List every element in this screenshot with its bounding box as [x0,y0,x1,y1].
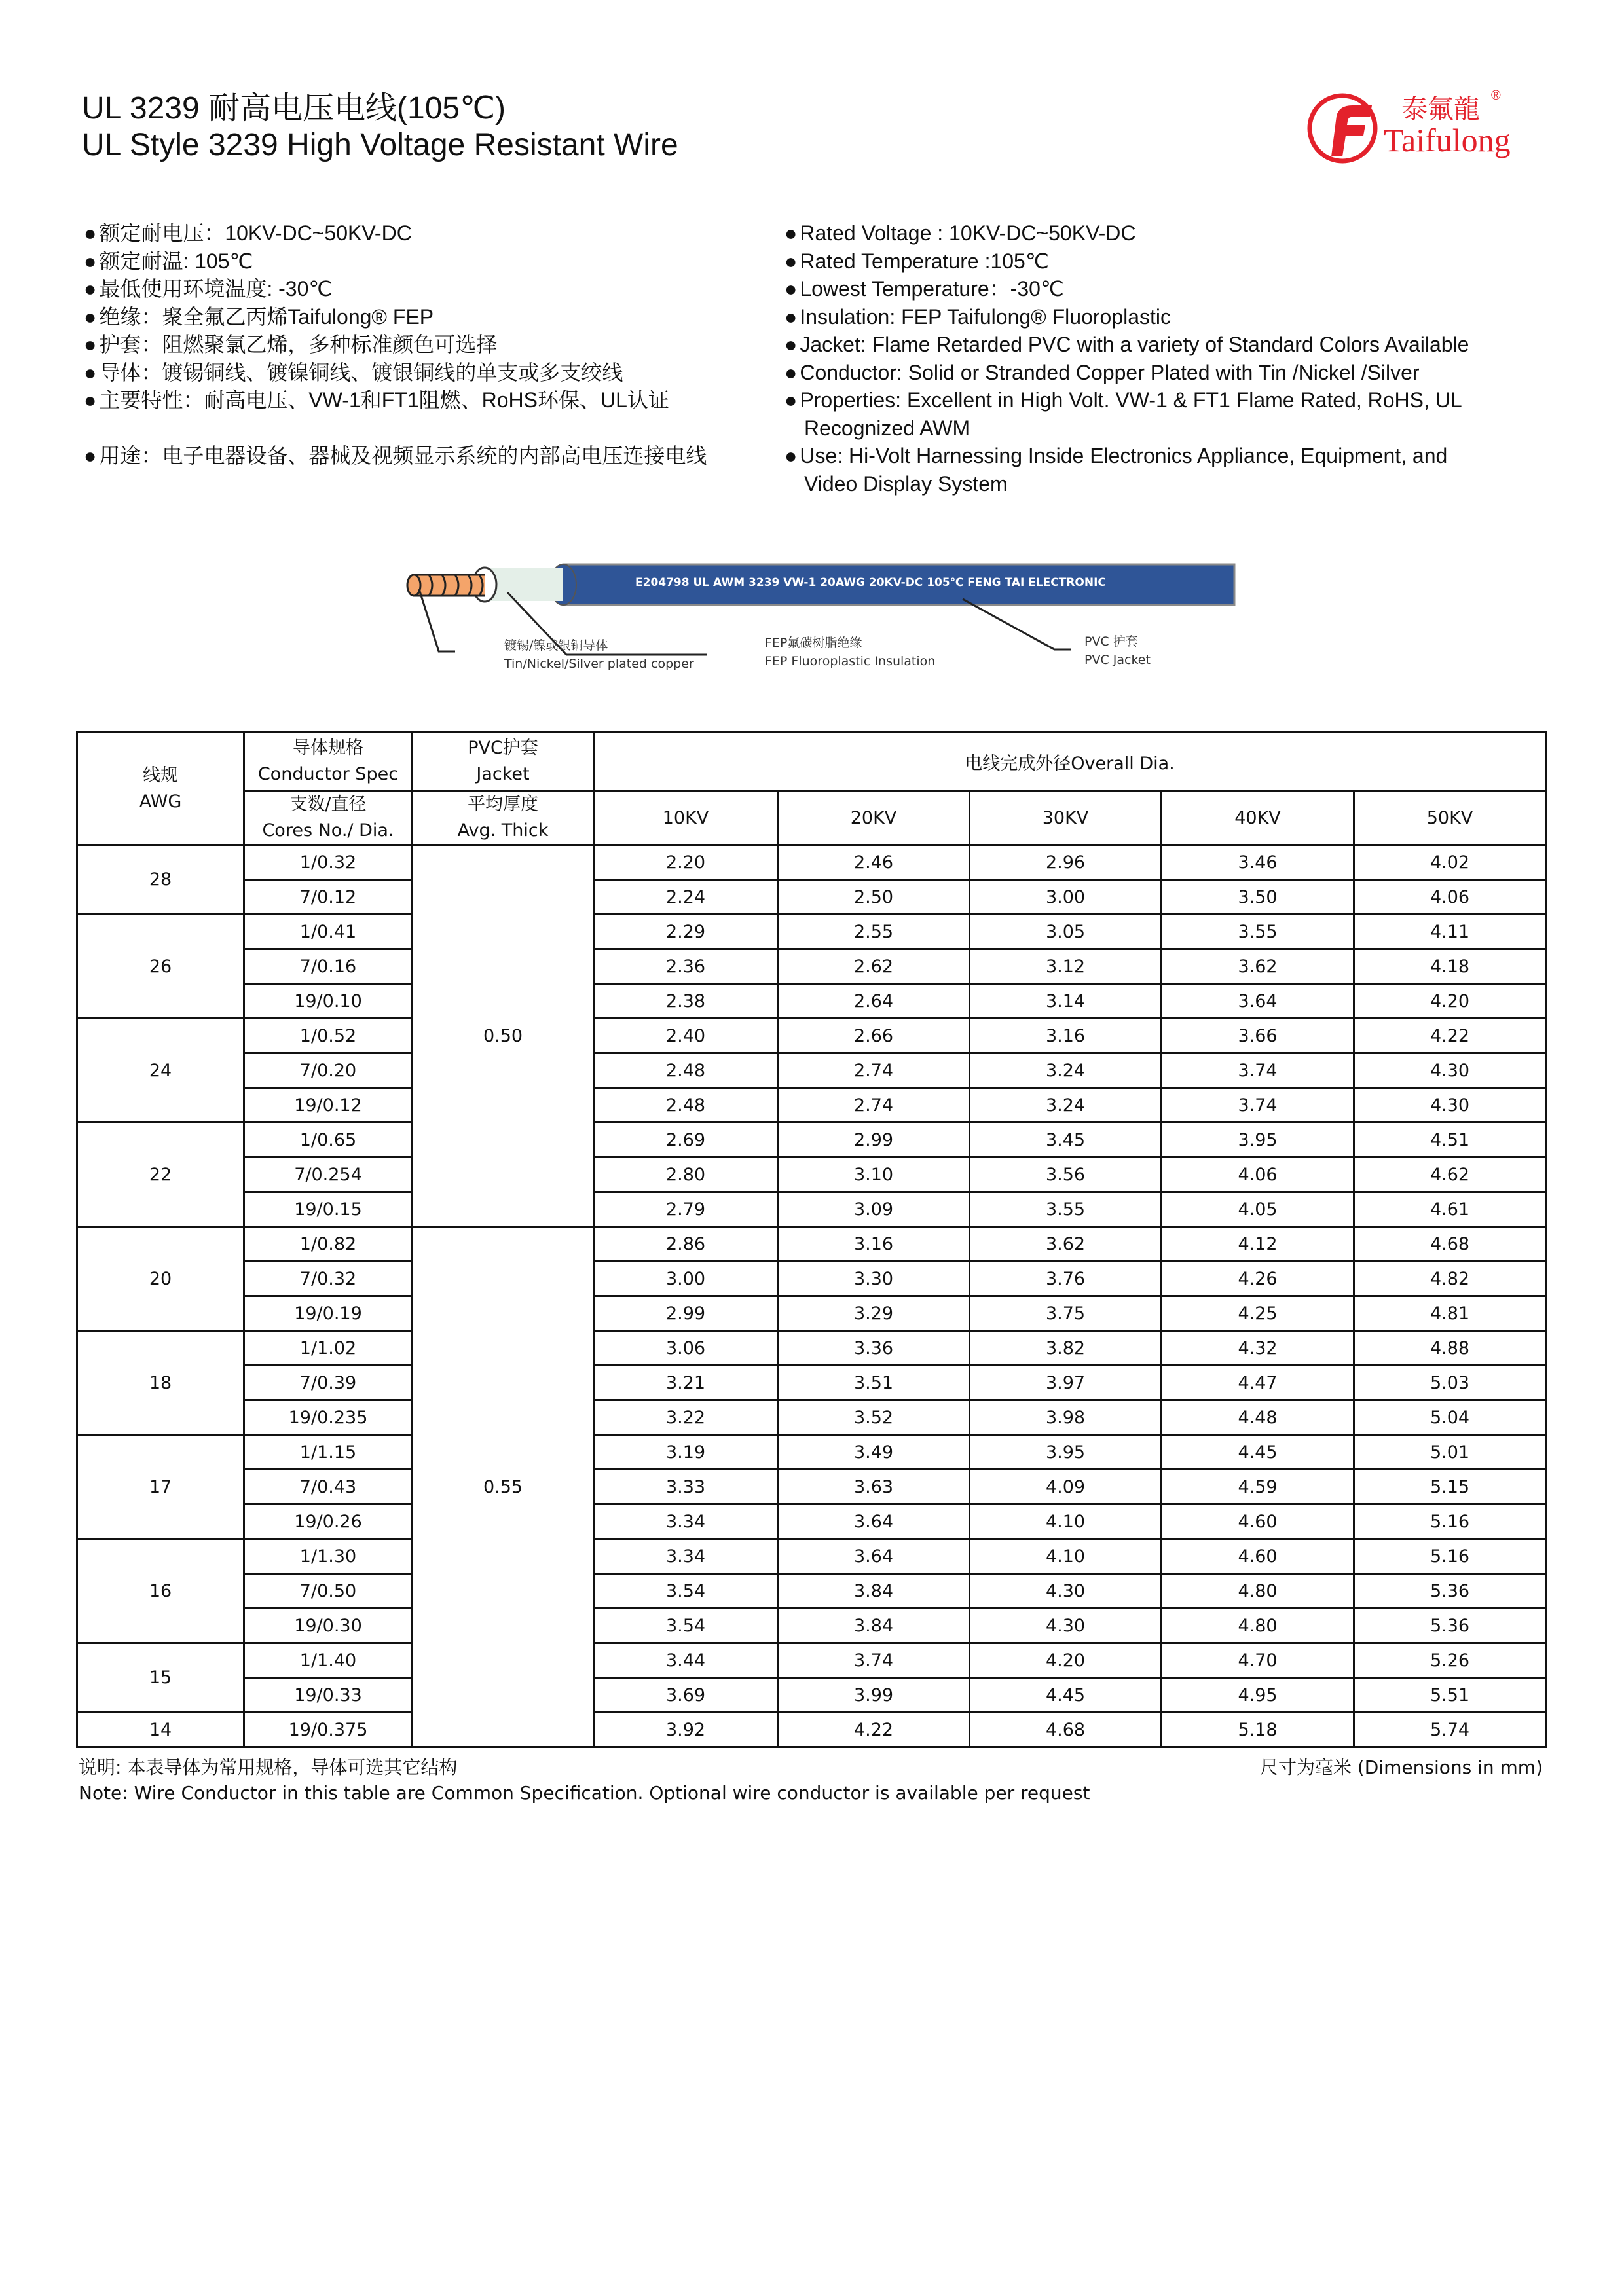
note-en: Note: Wire Conductor in this table are Common Specification. Optional wire conductor is available per request [79,1782,1090,1804]
overall-dia-cell: 3.10 [778,1157,970,1192]
overall-dia-cell: 3.45 [970,1123,1162,1157]
overall-dia-cell: 3.98 [970,1400,1162,1435]
overall-dia-cell: 3.24 [970,1088,1162,1123]
overall-dia-cell: 3.62 [1162,949,1354,984]
wire-diagram [399,556,1238,687]
overall-dia-cell: 4.10 [970,1539,1162,1574]
feature-cn: ● 导体：镀锡铜线、镀镍铜线、镀银铜线的单支或多支绞线 [84,359,707,387]
page-title-en: UL Style 3239 High Voltage Resistant Wire [82,128,678,162]
cores-dia-cell: 1/0.41 [244,915,413,949]
overall-dia-cell: 4.30 [1354,1053,1546,1088]
overall-dia-cell: 2.62 [778,949,970,984]
overall-dia-cell: 3.51 [778,1366,970,1400]
awg-cell: 15 [77,1643,244,1713]
awg-cell: 26 [77,915,244,1019]
feature-en: ● Properties: Excellent in High Volt. VW-1 & FT1 Flame Rated, RoHS, UL [784,386,1469,414]
overall-dia-cell: 4.18 [1354,949,1546,984]
table-row [77,1123,1546,1157]
overall-dia-cell: 3.95 [1162,1123,1354,1157]
overall-dia-cell: 4.88 [1354,1331,1546,1366]
jacket-label: PVC 护套 PVC Jacket [1084,634,1151,667]
overall-dia-cell: 4.05 [1162,1192,1354,1227]
header-overall-dia: 电线完成外径Overall Dia. [594,733,1546,791]
overall-dia-cell: 2.74 [778,1053,970,1088]
overall-dia-cell: 3.06 [594,1331,778,1366]
overall-dia-cell: 3.74 [1162,1088,1354,1123]
overall-dia-cell: 5.26 [1354,1643,1546,1678]
awg-cell: 16 [77,1539,244,1643]
overall-dia-cell: 4.26 [1162,1262,1354,1296]
header-cores-dia: 支数/直径 Cores No./ Dia. [244,791,413,845]
cores-dia-cell: 7/0.20 [244,1053,413,1088]
header-jacket: PVC护套 Jacket [413,733,594,791]
cores-dia-cell: 1/0.52 [244,1019,413,1053]
cores-dia-cell: 7/0.50 [244,1574,413,1609]
page-title-cn: UL 3239 耐高电压电线(105℃) [82,91,506,126]
overall-dia-cell: 2.69 [594,1123,778,1157]
feature-en: ● Use: Hi-Volt Harnessing Inside Electronics Appliance, Equipment, and [784,442,1469,470]
overall-dia-cell: 2.66 [778,1019,970,1053]
table-row [77,1539,1546,1574]
header-avg-thick: 平均厚度 Avg. Thick [413,791,594,845]
overall-dia-cell: 3.50 [1162,880,1354,915]
cores-dia-cell: 19/0.235 [244,1400,413,1435]
overall-dia-cell: 3.84 [778,1609,970,1643]
table-row [77,1227,1546,1262]
feature-cn: ● 主要特性：耐高电压、VW-1和FT1阻燃、RoHS环保、UL认证 [84,386,707,414]
table-row [77,1678,1546,1713]
overall-dia-cell: 4.02 [1354,845,1546,880]
overall-dia-cell: 4.61 [1354,1192,1546,1227]
overall-dia-cell: 3.36 [778,1331,970,1366]
table-row [77,984,1546,1019]
overall-dia-cell: 3.00 [970,880,1162,915]
overall-dia-cell: 5.74 [1354,1713,1546,1747]
logo-f-icon [1306,91,1378,166]
overall-dia-cell: 3.33 [594,1470,778,1504]
overall-dia-cell: 3.14 [970,984,1162,1019]
overall-dia-cell: 4.22 [778,1713,970,1747]
overall-dia-cell: 5.01 [1354,1435,1546,1470]
table-row [77,880,1546,915]
overall-dia-cell: 3.54 [594,1574,778,1609]
feature-cn: ● 护套：阻燃聚氯乙烯，多种标准颜色可选择 [84,331,707,359]
awg-cell: 20 [77,1227,244,1331]
table-row [77,1435,1546,1470]
feature-cn: ● 额定耐温: 105℃ [84,247,707,276]
overall-dia-cell: 2.99 [778,1123,970,1157]
taifulong-logo [1306,88,1522,167]
table-row [77,1331,1546,1366]
feature-en: ● Jacket: Flame Retarded PVC with a variety of Standard Colors Available [784,331,1469,359]
table-row [77,1088,1546,1123]
overall-dia-cell: 4.06 [1354,880,1546,915]
awg-cell: 22 [77,1123,244,1227]
overall-dia-cell: 4.68 [1354,1227,1546,1262]
overall-dia-cell: 2.36 [594,949,778,984]
wire-print-text: E204798 UL AWM 3239 VW-1 20AWG 20KV-DC 105℃ FENG TAI ELECTRONIC [635,576,1106,589]
overall-dia-cell: 5.04 [1354,1400,1546,1435]
cores-dia-cell: 19/0.30 [244,1609,413,1643]
conductor [413,575,485,596]
cores-dia-cell: 7/0.32 [244,1262,413,1296]
overall-dia-cell: 4.62 [1354,1157,1546,1192]
overall-dia-cell: 3.64 [1162,984,1354,1019]
overall-dia-cell: 2.48 [594,1088,778,1123]
overall-dia-cell: 3.55 [970,1192,1162,1227]
overall-dia-cell: 4.32 [1162,1331,1354,1366]
overall-dia-cell: 2.48 [594,1053,778,1088]
cores-dia-cell: 19/0.26 [244,1504,413,1539]
overall-dia-cell: 4.11 [1354,915,1546,949]
overall-dia-cell: 2.38 [594,984,778,1019]
overall-dia-cell: 5.16 [1354,1539,1546,1574]
table-row [77,1192,1546,1227]
overall-dia-cell: 2.40 [594,1019,778,1053]
overall-dia-cell: 4.12 [1162,1227,1354,1262]
table-row [77,1400,1546,1435]
overall-dia-cell: 2.79 [594,1192,778,1227]
feature-en: ● Rated Temperature :105℃ [784,247,1469,276]
overall-dia-cell: 3.30 [778,1262,970,1296]
cores-dia-cell: 19/0.10 [244,984,413,1019]
overall-dia-cell: 3.49 [778,1435,970,1470]
overall-dia-cell: 5.51 [1354,1678,1546,1713]
table-row [77,1157,1546,1192]
feature-cn: ● 额定耐电压：10KV-DC~50KV-DC [84,219,707,247]
note-units: 尺寸为毫米 (Dimensions in mm) [1259,1757,1543,1778]
feature-cn: ● 用途：电子电器设备、器械及视频显示系统的内部高电压连接电线 [84,442,707,470]
overall-dia-cell: 4.68 [970,1713,1162,1747]
cores-dia-cell: 7/0.12 [244,880,413,915]
cores-dia-cell: 1/1.02 [244,1331,413,1366]
overall-dia-cell: 3.00 [594,1262,778,1296]
conductor-label: 镀锡/镍或银铜导体 Tin/Nickel/Silver plated copper [504,638,694,671]
logo-name-cn: 泰氟龍 [1401,94,1480,124]
features-cn-list [84,219,707,470]
overall-dia-cell: 3.19 [594,1435,778,1470]
table-row [77,1470,1546,1504]
overall-dia-cell: 4.70 [1162,1643,1354,1678]
table-row [77,1296,1546,1331]
cores-dia-cell: 19/0.33 [244,1678,413,1713]
overall-dia-cell: 3.76 [970,1262,1162,1296]
overall-dia-cell: 3.54 [594,1609,778,1643]
features-en-list [784,219,1469,498]
overall-dia-cell: 2.96 [970,845,1162,880]
overall-dia-cell: 3.46 [1162,845,1354,880]
table-row [77,949,1546,984]
overall-dia-cell: 3.82 [970,1331,1162,1366]
feature-en-cont: Recognized AWM [804,416,970,440]
cores-dia-cell: 1/1.40 [244,1643,413,1678]
overall-dia-cell: 3.44 [594,1643,778,1678]
overall-dia-cell: 5.36 [1354,1609,1546,1643]
note-cn: 说明: 本表导体为常用规格，导体可选其它结构 [79,1757,458,1778]
table-row [77,1609,1546,1643]
feature-en: ● Insulation: FEP Taifulong® Fluoroplastic [784,303,1469,331]
overall-dia-cell: 3.99 [778,1678,970,1713]
overall-dia-cell: 3.56 [970,1157,1162,1192]
overall-dia-cell: 4.20 [970,1643,1162,1678]
table-row [77,1366,1546,1400]
overall-dia-cell: 3.62 [970,1227,1162,1262]
overall-dia-cell: 3.64 [778,1504,970,1539]
overall-dia-cell: 2.80 [594,1157,778,1192]
overall-dia-cell: 4.30 [970,1574,1162,1609]
spec-table [76,731,1547,1748]
overall-dia-cell: 4.22 [1354,1019,1546,1053]
overall-dia-cell: 3.69 [594,1678,778,1713]
cores-dia-cell: 7/0.254 [244,1157,413,1192]
overall-dia-cell: 3.21 [594,1366,778,1400]
awg-cell: 24 [77,1019,244,1123]
overall-dia-cell: 5.16 [1354,1504,1546,1539]
overall-dia-cell: 4.45 [1162,1435,1354,1470]
feature-cn: ● 绝缘：聚全氟乙丙烯Taifulong® FEP [84,303,707,331]
overall-dia-cell: 3.66 [1162,1019,1354,1053]
overall-dia-cell: 2.64 [778,984,970,1019]
overall-dia-cell: 2.46 [778,845,970,880]
overall-dia-cell: 3.22 [594,1400,778,1435]
overall-dia-cell: 3.29 [778,1296,970,1331]
awg-cell: 28 [77,845,244,915]
overall-dia-cell: 4.48 [1162,1400,1354,1435]
overall-dia-cell: 3.34 [594,1539,778,1574]
logo-name-en: Taifulong [1384,122,1511,158]
header-voltage: 40KV [1162,791,1354,845]
cores-dia-cell: 1/1.15 [244,1435,413,1470]
header-awg: 线规 AWG [77,733,244,845]
feature-en: ● Rated Voltage : 10KV-DC~50KV-DC [784,219,1469,247]
cores-dia-cell: 19/0.375 [244,1713,413,1747]
feature-cn: ● 最低使用环境温度: -30℃ [84,275,707,303]
overall-dia-cell: 4.45 [970,1678,1162,1713]
overall-dia-cell: 3.16 [970,1019,1162,1053]
cores-dia-cell: 19/0.12 [244,1088,413,1123]
overall-dia-cell: 3.92 [594,1713,778,1747]
table-row [77,1504,1546,1539]
overall-dia-cell: 2.74 [778,1088,970,1123]
table-row [77,845,1546,880]
table-row [77,1713,1546,1747]
header-voltage: 20KV [778,791,970,845]
cores-dia-cell: 7/0.39 [244,1366,413,1400]
feature-en-cont: Video Display System [804,471,1008,496]
overall-dia-cell: 4.81 [1354,1296,1546,1331]
overall-dia-cell: 4.06 [1162,1157,1354,1192]
overall-dia-cell: 2.20 [594,845,778,880]
overall-dia-cell: 2.86 [594,1227,778,1262]
overall-dia-cell: 4.09 [970,1470,1162,1504]
cores-dia-cell: 1/0.65 [244,1123,413,1157]
cores-dia-cell: 19/0.19 [244,1296,413,1331]
overall-dia-cell: 4.95 [1162,1678,1354,1713]
header-voltage: 10KV [594,791,778,845]
table-row [77,1574,1546,1609]
overall-dia-cell: 4.59 [1162,1470,1354,1504]
overall-dia-cell: 3.64 [778,1539,970,1574]
overall-dia-cell: 2.55 [778,915,970,949]
awg-cell: 14 [77,1713,244,1747]
overall-dia-cell: 3.97 [970,1366,1162,1400]
jacket-thickness-cell: 0.55 [413,1227,594,1747]
overall-dia-cell: 3.55 [1162,915,1354,949]
table-row [77,1643,1546,1678]
awg-cell: 17 [77,1435,244,1539]
overall-dia-cell: 4.30 [1354,1088,1546,1123]
overall-dia-cell: 3.05 [970,915,1162,949]
header-voltage: 30KV [970,791,1162,845]
cores-dia-cell: 7/0.16 [244,949,413,984]
overall-dia-cell: 3.24 [970,1053,1162,1088]
overall-dia-cell: 4.80 [1162,1609,1354,1643]
overall-dia-cell: 3.34 [594,1504,778,1539]
insulation-label: FEP氟碳树脂绝缘 FEP Fluoroplastic Insulation [765,636,936,668]
overall-dia-cell: 3.52 [778,1400,970,1435]
overall-dia-cell: 2.50 [778,880,970,915]
table-row [77,1262,1546,1296]
table-row [77,1019,1546,1053]
cores-dia-cell: 19/0.15 [244,1192,413,1227]
overall-dia-cell: 3.75 [970,1296,1162,1331]
overall-dia-cell: 4.60 [1162,1539,1354,1574]
overall-dia-cell: 5.18 [1162,1713,1354,1747]
overall-dia-cell: 4.60 [1162,1504,1354,1539]
jacket-thickness-cell: 0.50 [413,845,594,1227]
overall-dia-cell: 3.84 [778,1574,970,1609]
overall-dia-cell: 2.29 [594,915,778,949]
cores-dia-cell: 1/1.30 [244,1539,413,1574]
awg-cell: 18 [77,1331,244,1435]
overall-dia-cell: 4.20 [1354,984,1546,1019]
table-row [77,915,1546,949]
overall-dia-cell: 3.12 [970,949,1162,984]
feature-en: ● Conductor: Solid or Stranded Copper Plated with Tin /Nickel /Silver [784,359,1469,387]
overall-dia-cell: 4.47 [1162,1366,1354,1400]
table-row [77,1053,1546,1088]
registered-mark: ® [1491,88,1501,103]
overall-dia-cell: 5.03 [1354,1366,1546,1400]
overall-dia-cell: 4.30 [970,1609,1162,1643]
overall-dia-cell: 3.95 [970,1435,1162,1470]
overall-dia-cell: 4.25 [1162,1296,1354,1331]
feature-en: ● Lowest Temperature：-30℃ [784,275,1469,303]
overall-dia-cell: 3.74 [1162,1053,1354,1088]
overall-dia-cell: 4.82 [1354,1262,1546,1296]
cores-dia-cell: 1/0.82 [244,1227,413,1262]
overall-dia-cell: 4.10 [970,1504,1162,1539]
overall-dia-cell: 5.36 [1354,1574,1546,1609]
overall-dia-cell: 3.16 [778,1227,970,1262]
overall-dia-cell: 5.15 [1354,1470,1546,1504]
cores-dia-cell: 7/0.43 [244,1470,413,1504]
overall-dia-cell: 3.09 [778,1192,970,1227]
cores-dia-cell: 1/0.32 [244,845,413,880]
header-voltage: 50KV [1354,791,1546,845]
overall-dia-cell: 2.24 [594,880,778,915]
overall-dia-cell: 2.99 [594,1296,778,1331]
overall-dia-cell: 4.51 [1354,1123,1546,1157]
overall-dia-cell: 3.63 [778,1470,970,1504]
overall-dia-cell: 4.80 [1162,1574,1354,1609]
header-conductor-spec: 导体规格 Conductor Spec [244,733,413,791]
overall-dia-cell: 3.74 [778,1643,970,1678]
